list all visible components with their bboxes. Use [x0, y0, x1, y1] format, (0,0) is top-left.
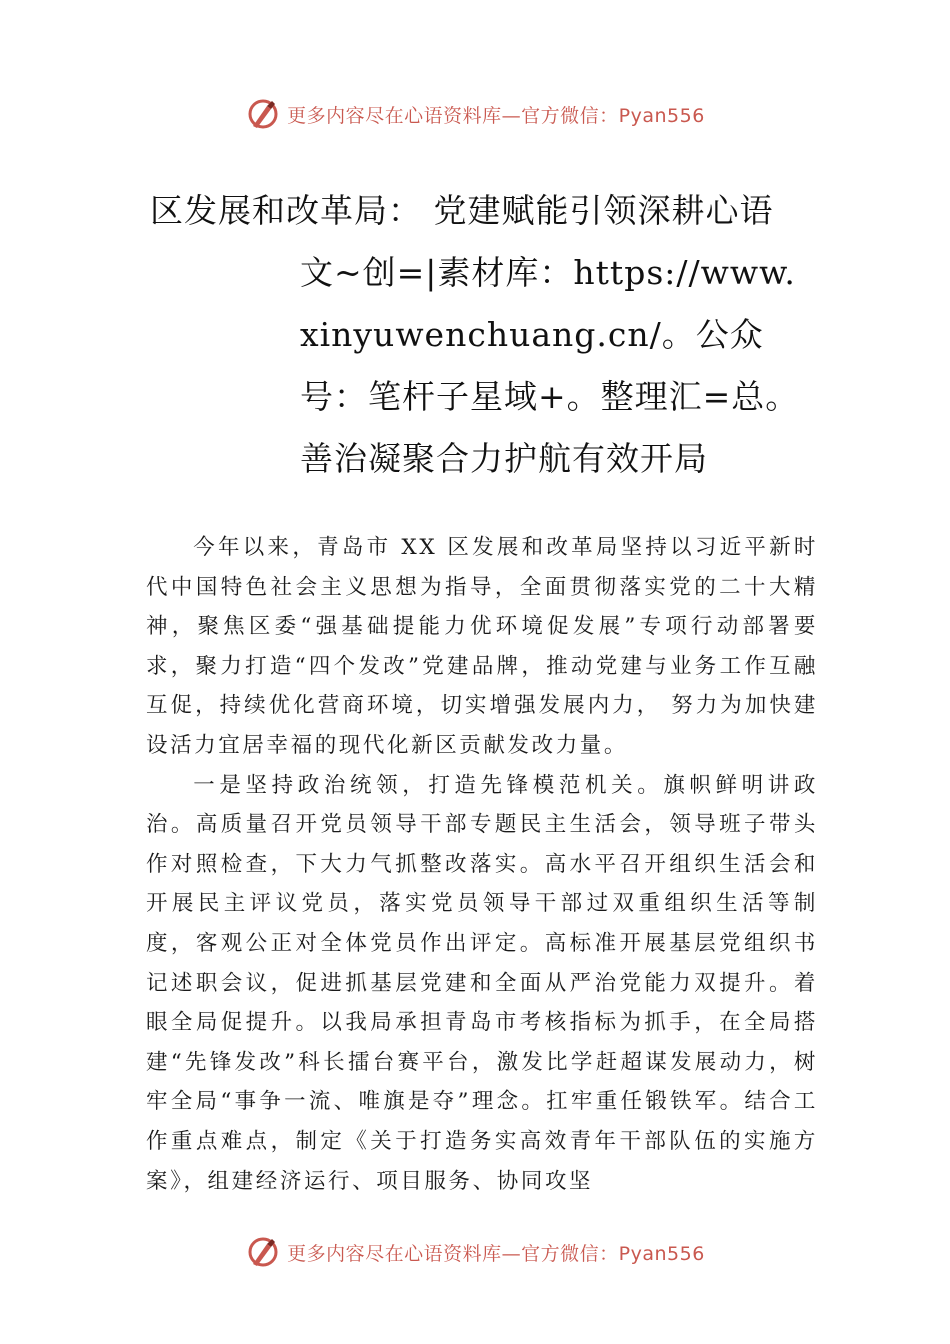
watermark-text: 更多内容尽在心语资料库—官方微信：Pyan556	[287, 104, 705, 127]
pen-seal-logo-icon	[245, 1234, 281, 1270]
watermark-footer	[0, 1232, 950, 1272]
title-continuation: 文~创=|素材库：https://www.xinyuwenchuang.cn/。公众号：笔杆子星域+。整理汇=总。善治凝聚合力护航有效开局	[300, 253, 800, 478]
paragraph: 今年以来，青岛市 XX 区发展和改革局坚持以习近平新时代中国特色社会主义思想为指导，全面贯彻落实党的二十大精神，聚焦区委“强基础提能力优环境促发展”专项行动部署要求，聚力打造“四个发改”党建品牌，推动党建与业务工作互融互促，持续优化营商环境，切实增强发展内力， 努力为加快建设活力宜居幸福的现代化新区贡献发改力量。	[146, 535, 818, 758]
title-line-1: 区发展和改革局： 党建赋能引领深耕心语	[150, 191, 774, 230]
watermark-text: 更多内容尽在心语资料库—官方微信：Pyan556	[287, 1242, 705, 1265]
watermark-header	[0, 94, 950, 134]
page-title	[150, 180, 830, 490]
article-body	[146, 528, 818, 1201]
pen-seal-logo-icon	[245, 96, 281, 132]
paragraph: 一是坚持政治统领，打造先锋模范机关。旗帜鲜明讲政治。高质量召开党员领导干部专题民主生活会，领导班子带头作对照检查，下大力气抓整改落实。高水平召开组织生活会和开展民主评议党员，落实党员领导干部过双重组织生活等制度，客观公正对全体党员作出评定。高标准开展基层党组织书记述职会议，促进抓基层党建和全面从严治党能力双提升。着眼全局促提升。以我局承担青岛市考核指标为抓手，在全局搭建“先锋发改”科长擂台赛平台，激发比学赶超谋发展动力，树牢全局“事争一流、唯旗是夺”理念。扛牢重任锻铁军。结合工作重点难点，制定《关于打造务实高效青年干部队伍的实施方案》，组建经济运行、项目服务、协同攻坚	[146, 772, 818, 1194]
